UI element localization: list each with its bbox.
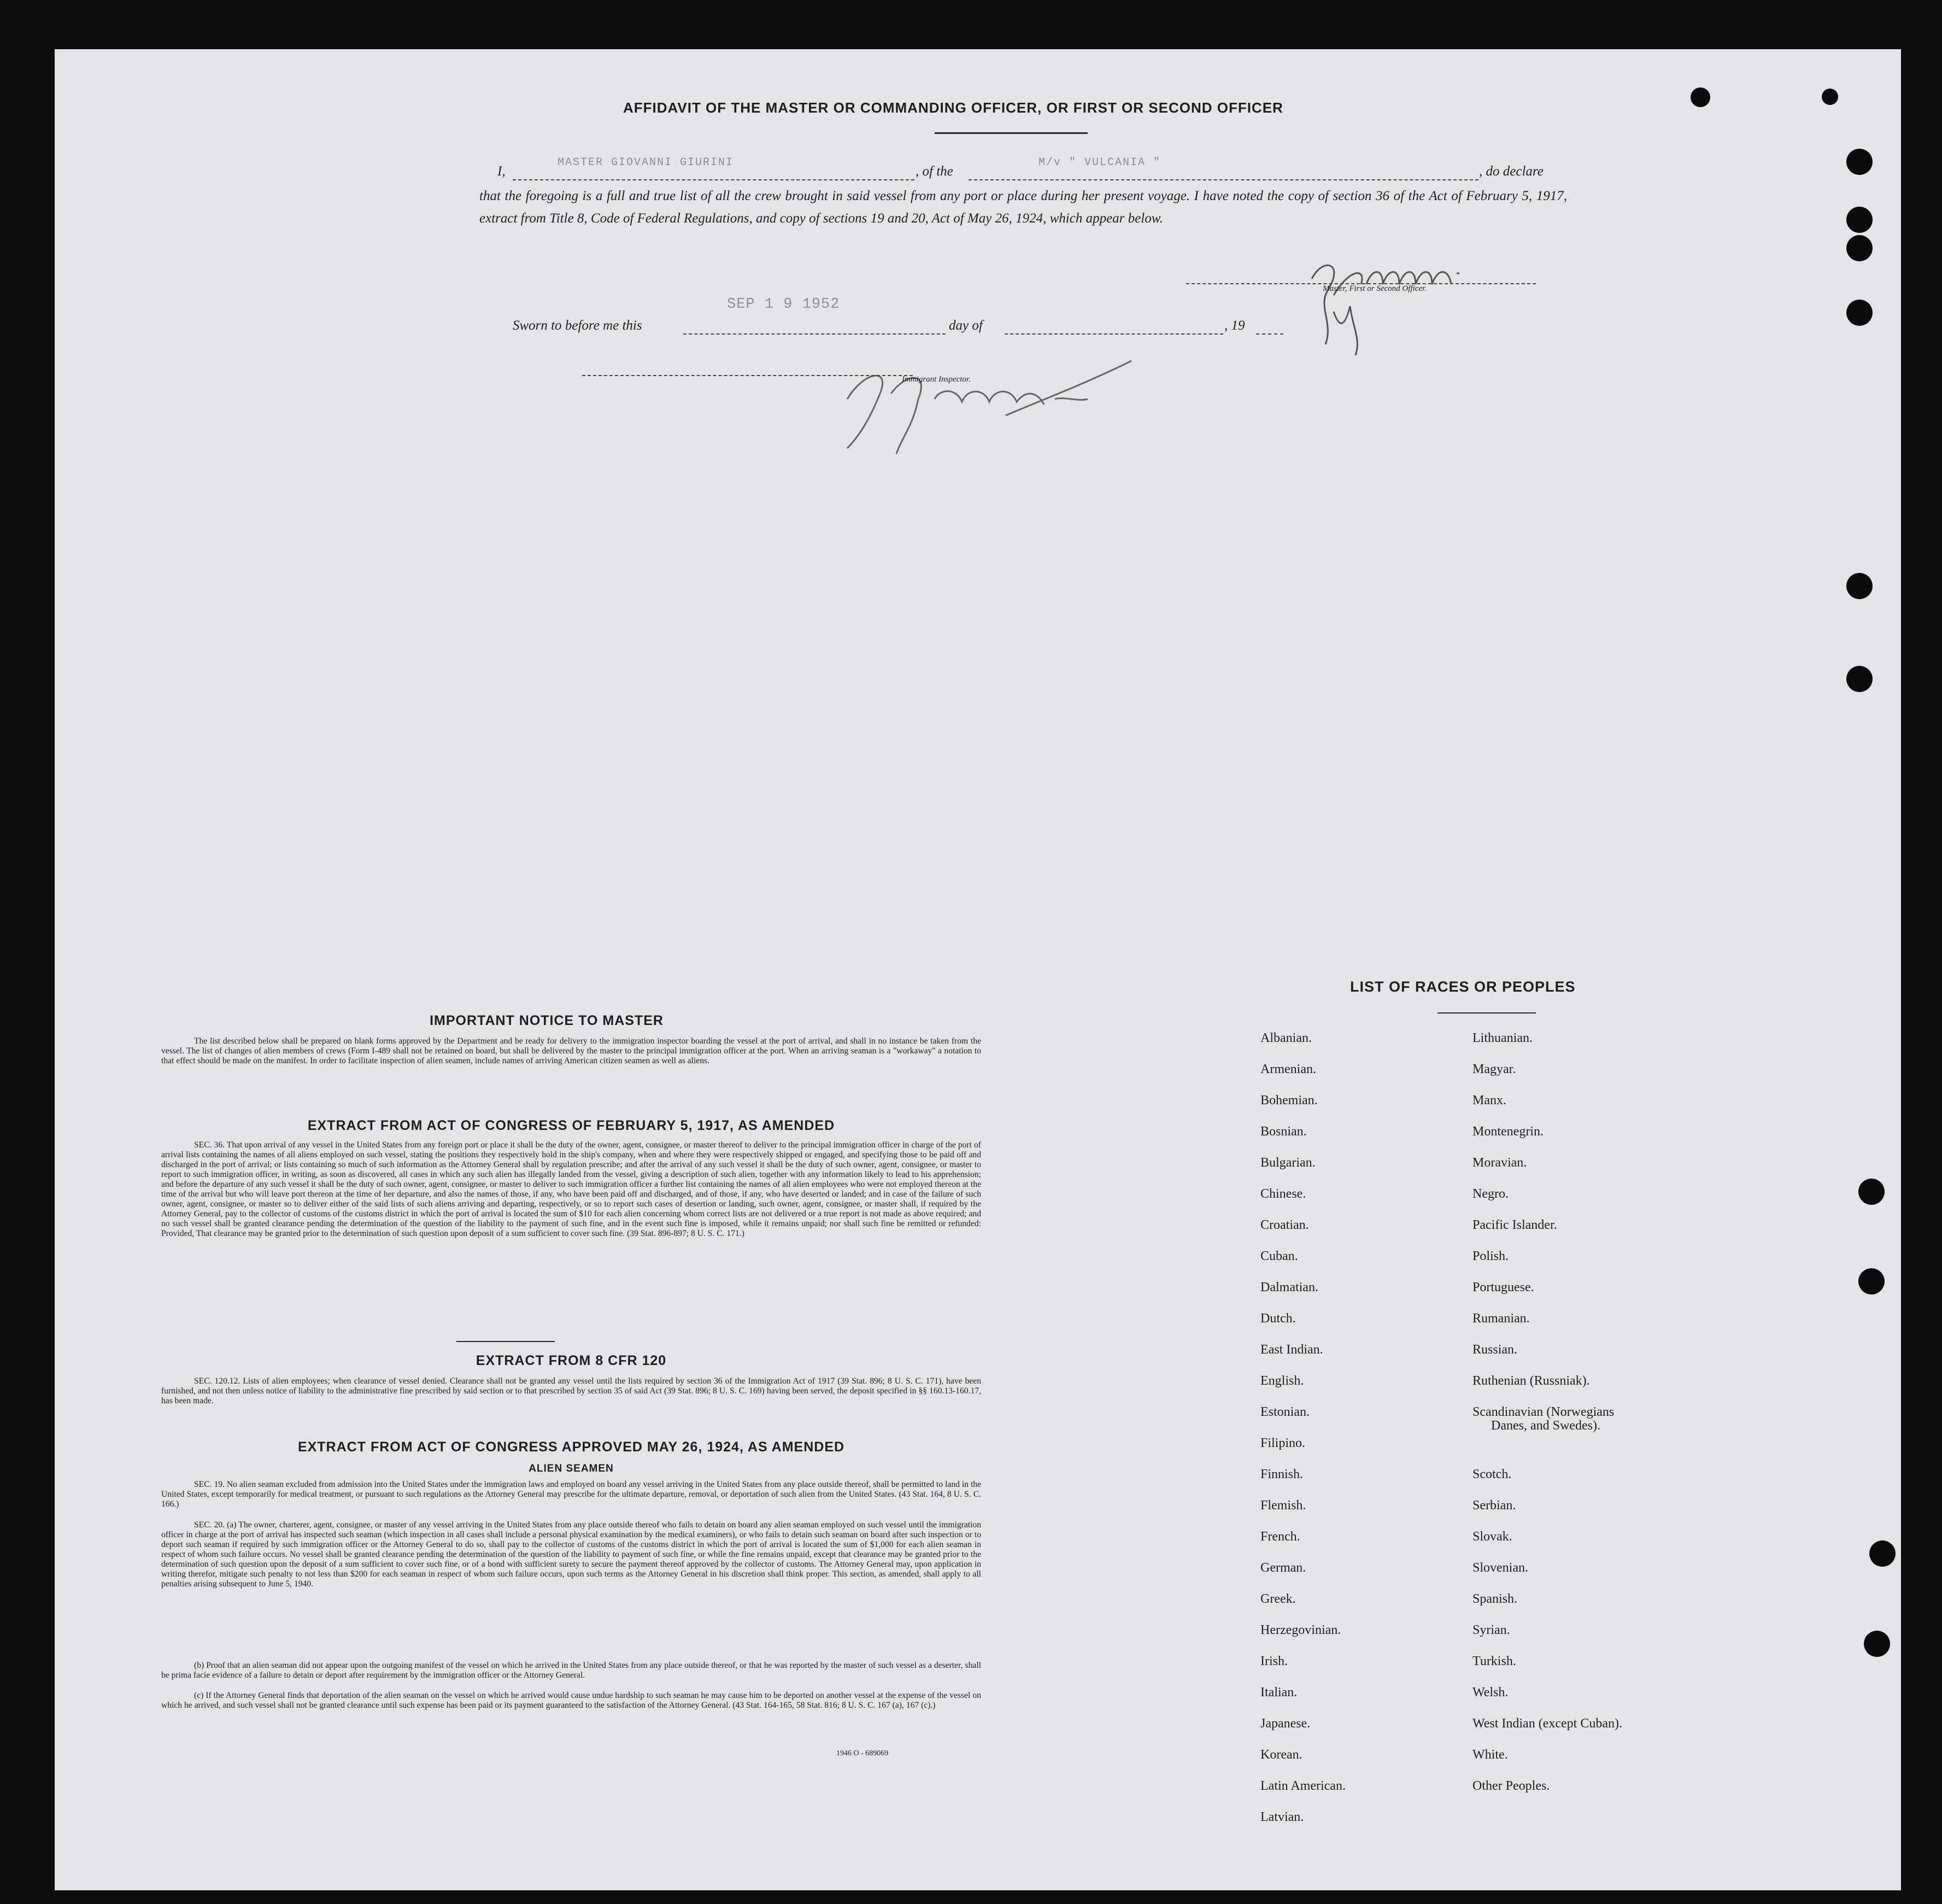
race-left-item: Italian. [1260,1685,1298,1700]
punch-hole [1858,1179,1885,1205]
race-left-item: Korean. [1260,1748,1303,1762]
punch-hole [1846,300,1873,326]
punch-hole [1858,1268,1885,1294]
affidavit-title: AFFIDAVIT OF THE MASTER OR COMMANDING OFFICER, OR FIRST OR SECOND OFFICER [623,99,1283,116]
race-right-item: Other Peoples. [1472,1779,1550,1793]
race-left-item: Bohemian. [1260,1093,1318,1108]
notice-title: IMPORTANT NOTICE TO MASTER [430,1013,664,1028]
master-signature-label: Master, First or Second Officer. [1323,284,1427,293]
document-page [55,49,1901,1890]
race-right-item: Spanish. [1472,1592,1518,1606]
race-left-item: Albanian. [1260,1031,1312,1045]
extract-1924-sec19: SEC. 19. No alien seaman excluded from admission into the United States under the immigration laws and employed on board any vessel arriving in the United States from any place outside thereof, shall be permitted to land in the United States, except temporarily for medical treatment, or pursuant to such regulations as the Attorney General may prescribe for the ultimate departure, removal, or deportation of such alien from the United States. (43 Stat. 164, 8 U. S. C. 166.) [161,1480,981,1509]
race-right-item: Syrian. [1472,1623,1510,1637]
race-right-item: Lithuanian. [1472,1031,1533,1045]
race-left-item: Latvian. [1260,1810,1304,1824]
race-left-item: Greek. [1260,1592,1296,1606]
races-title: LIST OF RACES OR PEOPLES [1350,979,1576,995]
race-right-item: Manx. [1472,1093,1506,1108]
inspector-label: Immigrant Inspector. [902,375,971,384]
race-right-item: Rumanian. [1472,1311,1530,1326]
race-left-item: East Indian. [1260,1343,1323,1357]
race-right-item: Scotch. [1472,1467,1512,1481]
affidavit-body: that the foregoing is a full and true list of all the crew brought in said vessel from any port or place during her present voyage. I have noted the copy of section 36 of the Act of February 5, 1917, extract from Title 8, Code of Federal Regulations, and copy of sections 19 and 20, Act of May 26, 1924, which appear below. [479,189,1567,226]
extract-1924-sec20c: (c) If the Attorney General finds that deportation of the alien seaman on the vessel on which he arrived would cause undue hardship to such seaman he may cause him to be deported on another vessel at the expense of the vessel on which he arrived, and such vessel shall not be granted clearance until such expense has been paid or its payment guaranteed to the satisfaction of the Attorney General. (43 Stat. 164-165, 58 Stat. 816; 8 U. S. C. 167 (a), 167 (c).) [161,1691,981,1710]
race-left-item: Irish. [1260,1654,1288,1668]
race-right-item: Welsh. [1472,1685,1509,1700]
race-left-item: Dalmatian. [1260,1280,1318,1294]
race-right-item: Portuguese. [1472,1280,1534,1294]
vessel-dotted-line [969,179,1478,180]
race-left-item: French. [1260,1530,1300,1544]
master-signature [1301,246,1541,355]
year-prefix-label: , 19 [1224,318,1245,333]
races-title-underline [1438,1012,1536,1013]
race-left-item: Finnish. [1260,1467,1304,1481]
race-left-item: English. [1260,1374,1304,1388]
punch-hole [1846,207,1873,233]
race-right-item: Danes, and Swedes). [1491,1419,1600,1433]
race-right-item: Serbian. [1472,1498,1516,1513]
affidavit-of-the-label: , of the [916,164,953,179]
race-left-item: Chinese. [1260,1187,1306,1201]
separator-1 [456,1341,555,1342]
extract-1924-subtitle: ALIEN SEAMEN [529,1463,614,1474]
punch-hole [1846,235,1873,261]
race-right-item: White. [1472,1748,1508,1762]
extract-1924-sec20a: SEC. 20. (a) The owner, charterer, agent, consignee, or master of any vessel arriving in the United States from any place outside thereof who fails to detain on board any alien seaman employed on such vessel until the immigration officer in charge at the port of arrival has inspected such seaman (which inspection in all cases shall include a personal physical examination by the medical examiners), or who fails to detain such seaman on board after such inspection or to deport such seaman if required by such immigration officer or the Attorney General to do so, shall pay to the collector of customs of the customs district in which the port of arrival is located the sum of $1,000 for each alien seaman in respect of whom such failure occurs. No vessel shall be granted clearance pending the determination of the question of the liability to payment of such fine, or while the fine remains unpaid, except that clearance may be granted prior to the determination of such question upon the deposit of a sum sufficient to cover such fine, or of a bond with sufficient surety to secure the payment thereof approved by the collector of customs. The Attorney General may, upon application in writing therefor, mitigate such penalty to not less than $200 for each seaman in respect of whom such failure occurs, upon such terms as the Attorney General in his discretion shall think proper. This section, as amended, shall apply to all penalties arising subsequent to June 5, 1940. [161,1520,981,1589]
race-left-item: Dutch. [1260,1311,1296,1326]
extract-1924-title: EXTRACT FROM ACT OF CONGRESS APPROVED MAY 26, 1924, AS AMENDED [297,1439,845,1455]
race-left-item: Latin American. [1260,1779,1346,1793]
typed-master-name: MASTER GIOVANNI GIURINI [558,156,734,169]
race-right-item: Ruthenian (Russniak). [1472,1374,1590,1388]
extract-1924-sec20b: (b) Proof that an alien seaman did not appear upon the outgoing manifest of the vessel on which he arrived in the United States from any place outside thereof, or that he was reported by the master of such vessel as a deserter, shall be prima facie evidence of a failure to detain or deport after requirement by the immigration officer or the Attorney General. [161,1661,981,1680]
race-left-item: Flemish. [1260,1498,1306,1513]
race-left-item: Filipino. [1260,1436,1306,1450]
punch-hole [1864,1631,1890,1657]
inspector-signature-line [582,375,913,376]
sworn-label: Sworn to before me this [513,318,642,333]
race-left-item: German. [1260,1561,1306,1575]
notice-body: The list described below shall be prepared on blank forms approved by the Department and be ready for delivery to the immigration inspector boarding the vessel at the port of arrival, and shall in no instance be taken from the vessel. The list of changes of alien members of crews (Form I-489 shall not be retained on board, but shall be delivered by the master to the principal immigration officer at the port. When an arriving seaman is a "workaway" a notation to that effect should be made on the manifest. In order to facilitate inspection of alien seamen, include names of arriving American citizen seamen as well as aliens. [161,1036,981,1065]
race-left-item: Bosnian. [1260,1124,1307,1139]
race-right-item: Pacific Islander. [1472,1218,1557,1232]
affidavit-do-declare-label: , do declare [1479,164,1544,179]
race-right-item: Slovak. [1472,1530,1512,1544]
race-right-item: Moravian. [1472,1156,1527,1170]
punch-hole [1846,149,1873,175]
race-left-item: Cuban. [1260,1249,1298,1263]
race-left-item: Herzegovinian. [1260,1623,1341,1637]
extract-1917-body: SEC. 36. That upon arrival of any vessel in the United States from any foreign port or place it shall be the duty of the owner, agent, consignee, or master thereof to deliver to the principal immigration officer in charge of the port of arrival lists containing the names of all aliens employed on such vessel, stating the positions they respectively hold in the ship's company, when and where they were respectively shipped or engaged, and specifying those to be paid off and discharged in the port of arrival; or lists containing so much of such information as the Attorney General shall by regulation prescribe; and after the arrival of any such vessel it shall be the duty of such owner, agent, consignee, or master to report to such immigration officer, in writing, as soon as discovered, all cases in which any such alien has illegally landed from the vessel, giving a description of such alien, together with any information likely to lead to his apprehension; and before the departure of any such vessel it shall be the duty of such owner, agent, consignee, or master to deliver to such immigration officer a further list containing the names of all alien employees who were not employed thereon at the time of the arrival but who will leave port thereon at the time of her departure, and also the names of those, if any, who have been paid off and discharged, and of those, if any, who have deserted or landed; and in case of the failure of such owner, agent, consignee, or master so to deliver either of the said lists of such aliens arriving and departing, respectively, or so to report such cases of desertion or landing, such owner, agent, consignee, or master shall, if required by the Attorney General, pay to the collector of customs of the customs district in which the port of arrival is located the sum of $10 for each alien concerning whom correct lists are not delivered or a true report is not made as above required; and no such vessel shall be granted clearance pending the determination of the question of the liability to the payment of such fine, and in the event such fine is imposed, while it remains unpaid; nor shall such fine be remitted or refunded: Provided, That clearance may be granted prior to the determination of such question upon deposit of a sum sufficient to cover such fine. (39 Stat. 896-897; 8 U. S. C. 171.) [161,1140,981,1238]
punch-hole [1846,666,1873,692]
title-underline [935,132,1088,134]
year-line [1256,333,1283,335]
affidavit-i-label: I, [497,164,506,179]
race-right-item: Polish. [1472,1249,1509,1263]
race-right-item: Turkish. [1472,1654,1516,1668]
punch-hole [1869,1540,1896,1567]
race-right-item: Negro. [1472,1187,1509,1201]
print-code-footer: 1946 O - 689069 [836,1749,889,1757]
date-stamp: SEP 1 9 1952 [727,296,840,313]
race-right-item: Slovenian. [1472,1561,1528,1575]
race-left-item: Bulgarian. [1260,1156,1316,1170]
race-right-item: Russian. [1472,1343,1518,1357]
race-right-item: West Indian (except Cuban). [1472,1716,1622,1731]
day-of-label: day of [949,318,983,333]
punch-hole [1822,89,1838,105]
punch-hole [1846,573,1873,599]
race-left-item: Croatian. [1260,1218,1309,1232]
extract-1917-title: EXTRACT FROM ACT OF CONGRESS OF FEBRUARY 5, 1917, AS AMENDED [307,1118,835,1133]
race-right-item: Magyar. [1472,1062,1516,1076]
typed-vessel-name: M/v " VULCANIA " [1039,156,1161,169]
inspector-signature [782,306,1175,470]
race-right-item: Scandinavian (Norwegians [1472,1405,1615,1419]
race-left-item: Estonian. [1260,1405,1310,1419]
race-left-item: Armenian. [1260,1062,1316,1076]
race-right-item: Montenegrin. [1472,1124,1544,1139]
extract-cfr-title: EXTRACT FROM 8 CFR 120 [476,1353,667,1368]
name-dotted-line [513,179,914,180]
punch-hole [1691,87,1710,107]
race-left-item: Japanese. [1260,1716,1311,1731]
extract-cfr-body: SEC. 120.12. Lists of alien employees; when clearance of vessel denied. Clearance shall not be granted any vessel until the lists required by section 36 of the Immigration Act of 1917 (39 Stat. 896; 8 U. S. C. 171), have been furnished, and not then unless notice of liability to the administrative fine prescribed by said section or to that prescribed by section 35 of said Act (39 Stat. 896; 8 U. S. C. 169) having been served, the deposit specified in §§ 160.13-160.17, has been made. [161,1376,981,1405]
